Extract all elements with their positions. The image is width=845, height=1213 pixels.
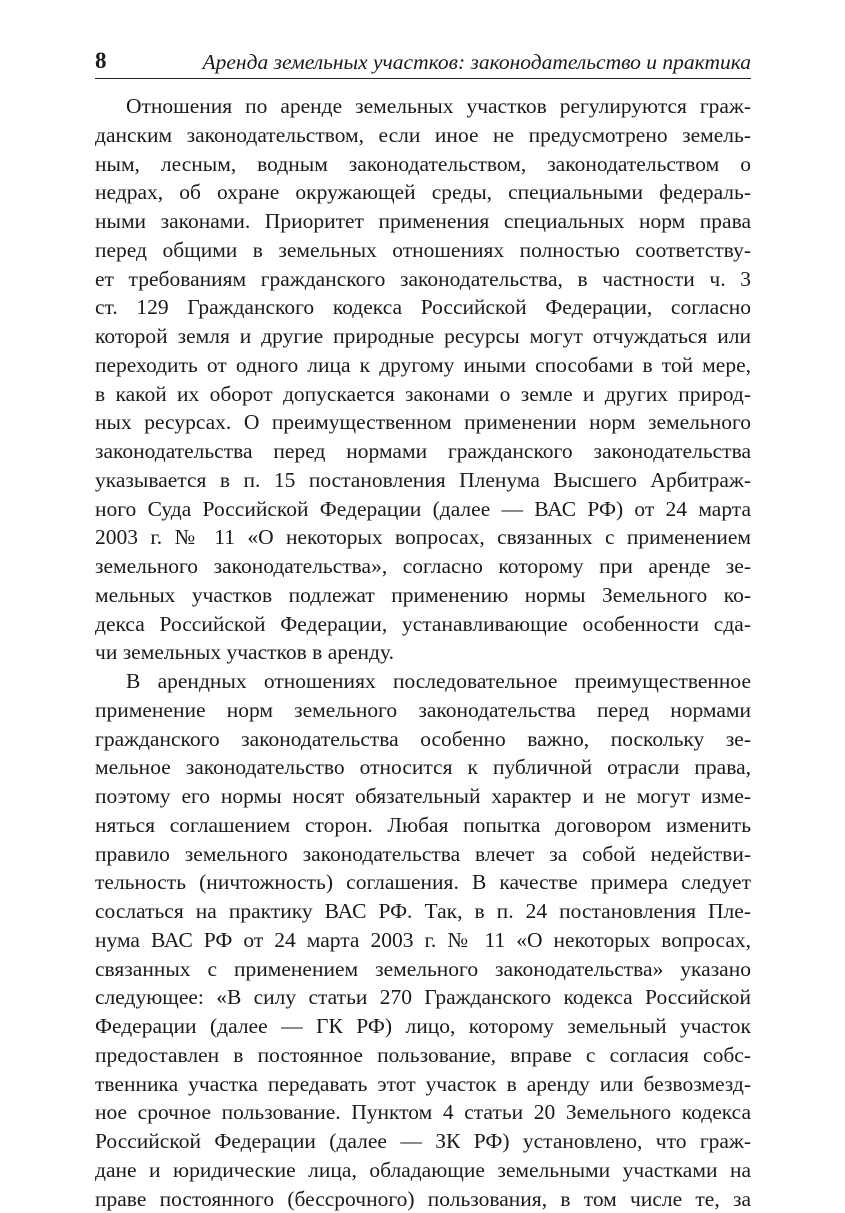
text-line: ное срочное пользование. Пунктом 4 статьи 20 Земельного кодекса bbox=[95, 1098, 751, 1127]
text-line: недрах, об охране окружающей среды, специальными федераль- bbox=[95, 178, 751, 207]
text-line: правило земельного законодательства влечет за собой недействи- bbox=[95, 840, 751, 869]
text-line: твенника участка передавать этот участок в аренду или безвозмезд- bbox=[95, 1070, 751, 1099]
text-line: в какой их оборот допускается законами о земле и других природ- bbox=[95, 380, 751, 409]
text-line: данским законодательством, если иное не предусмотрено земель- bbox=[95, 121, 751, 150]
text-line: Российской Федерации (далее — ЗК РФ) установлено, что граж- bbox=[95, 1127, 751, 1156]
text-line: няться соглашением сторон. Любая попытка договором изменить bbox=[95, 811, 751, 840]
header-rule bbox=[95, 78, 751, 79]
text-line: ных ресурсах. О преимущественном применении норм земельного bbox=[95, 408, 751, 437]
text-line: земельного законодательства», согласно которому при аренде зе- bbox=[95, 552, 751, 581]
text-line: Отношения по аренде земельных участков регулируются граж- bbox=[95, 92, 751, 121]
page-number: 8 bbox=[95, 48, 107, 74]
text-line: мельное законодательство относится к публичной отрасли права, bbox=[95, 753, 751, 782]
text-line: гражданского законодательства особенно важно, поскольку зе- bbox=[95, 725, 751, 754]
text-line: нума ВАС РФ от 24 марта 2003 г. № 11 «О некоторых вопросах, bbox=[95, 926, 751, 955]
text-line: применение норм земельного законодательства перед нормами bbox=[95, 696, 751, 725]
text-line: предоставлен в постоянное пользование, вправе с согласия собс- bbox=[95, 1041, 751, 1070]
text-line: мельных участков подлежат применению нормы Земельного ко- bbox=[95, 581, 751, 610]
page-header bbox=[95, 44, 751, 78]
text-line: ет требованиям гражданского законодательства, в частности ч. 3 bbox=[95, 265, 751, 294]
text-line: поэтому его нормы носят обязательный характер и не могут изме- bbox=[95, 782, 751, 811]
text-line: праве постоянного (бессрочного) пользования, в том числе те, за bbox=[95, 1185, 751, 1213]
text-line: тельность (ничтожность) соглашения. В качестве примера следует bbox=[95, 868, 751, 897]
text-line: следующее: «В силу статьи 270 Гражданского кодекса Российской bbox=[95, 983, 751, 1012]
text-line: законодательства перед нормами гражданского законодательства bbox=[95, 437, 751, 466]
text-line: перед общими в земельных отношениях полностью соответству- bbox=[95, 236, 751, 265]
text-line: В арендных отношениях последовательное преимущественное bbox=[95, 667, 751, 696]
text-line: переходить от одного лица к другому иными способами в той мере, bbox=[95, 351, 751, 380]
text-line: ными законами. Приоритет применения специальных норм права bbox=[95, 207, 751, 236]
text-line: указывается в п. 15 постановления Пленума Высшего Арбитраж- bbox=[95, 466, 751, 495]
text-line: чи земельных участков в аренду. bbox=[95, 638, 751, 667]
text-line: которой земля и другие природные ресурсы могут отчуждаться или bbox=[95, 322, 751, 351]
text-line: сослаться на практику ВАС РФ. Так, в п. 24 постановления Пле- bbox=[95, 897, 751, 926]
body-text bbox=[95, 92, 751, 1213]
text-line: ст. 129 Гражданского кодекса Российской Федерации, согласно bbox=[95, 293, 751, 322]
text-line: декса Российской Федерации, устанавливающие особенности сда- bbox=[95, 610, 751, 639]
text-line: дане и юридические лица, обладающие земельными участками на bbox=[95, 1156, 751, 1185]
running-title: Аренда земельных участков: законодательство и практика bbox=[202, 50, 751, 75]
text-line: ным, лесным, водным законодательством, законодательством о bbox=[95, 150, 751, 179]
text-line: 2003 г. № 11 «О некоторых вопросах, связанных с применением bbox=[95, 523, 751, 552]
text-line: ного Суда Российской Федерации (далее — ВАС РФ) от 24 марта bbox=[95, 495, 751, 524]
text-line: связанных с применением земельного законодательства» указано bbox=[95, 955, 751, 984]
text-line: Федерации (далее — ГК РФ) лицо, которому земельный участок bbox=[95, 1012, 751, 1041]
